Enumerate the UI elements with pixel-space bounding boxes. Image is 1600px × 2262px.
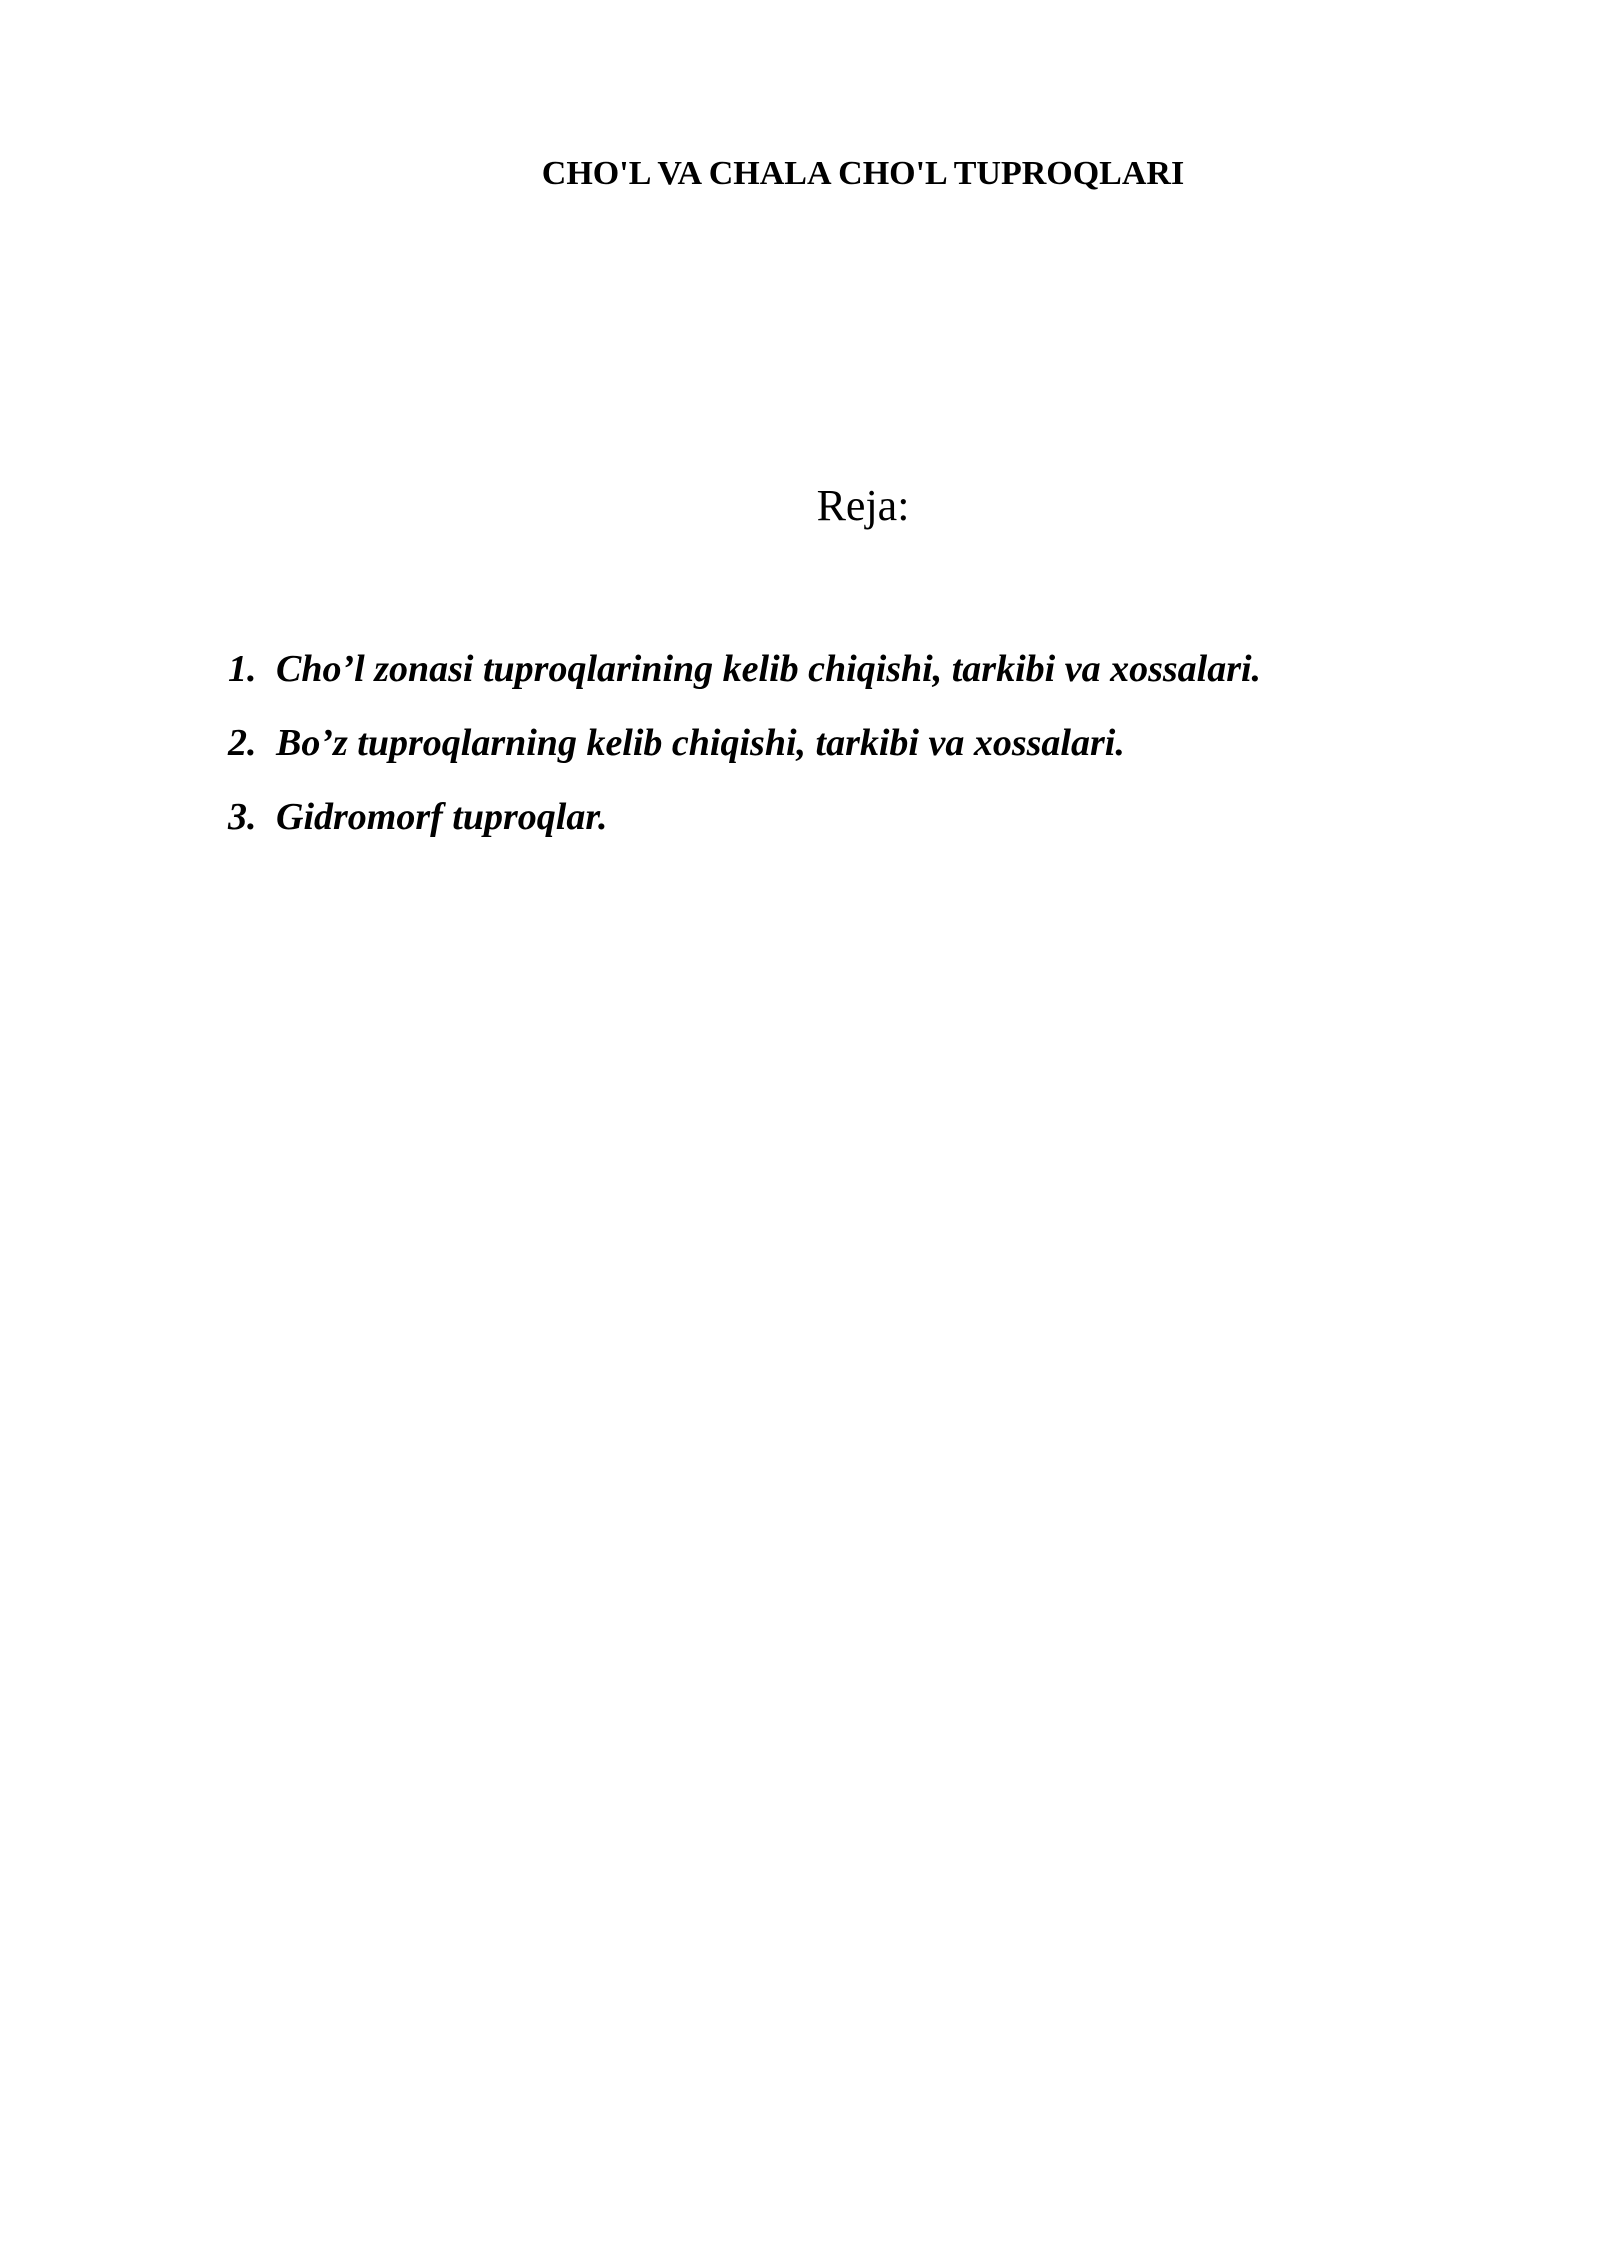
plan-item-3 xyxy=(228,795,1261,839)
plan-item-number: 2. xyxy=(228,722,257,764)
plan-list xyxy=(228,647,1261,869)
plan-item-text: Bo’z tuproqlarning kelib chiqishi, tarkibi va xossalari. xyxy=(276,722,1125,764)
plan-item-text: Gidromorf tuproqlar. xyxy=(276,796,608,838)
plan-item-1 xyxy=(228,647,1261,691)
document-title: CHO'L VA CHALA CHO'L TUPROQLARI xyxy=(541,155,1185,192)
plan-item-2 xyxy=(228,721,1261,765)
plan-item-number: 1. xyxy=(228,648,257,690)
plan-heading: Reja: xyxy=(816,481,910,530)
plan-item-text: Cho’l zonasi tuproqlarining kelib chiqishi, tarkibi va xossalari. xyxy=(276,648,1262,690)
plan-item-number: 3. xyxy=(228,796,257,838)
